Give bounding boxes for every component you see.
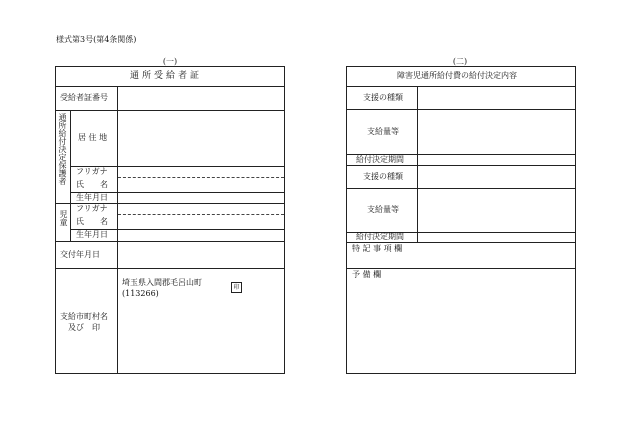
municipality-name: 埼玉県入間郡毛呂山町 (122, 278, 202, 287)
decided-guardian-label: 通所給付決定保護者 (58, 113, 67, 185)
period-label-2: 給付決定期間 (356, 232, 404, 241)
period-label-1: 給付決定期間 (356, 155, 404, 164)
support-type-label-2: 支援の種類 (363, 172, 403, 181)
name-label: 氏 名 (76, 180, 108, 189)
issue-date-label: 交付年月日 (60, 250, 100, 259)
certificate-title: 通所受給者証 (130, 71, 203, 81)
amount-label-1: 支給量等 (367, 127, 399, 136)
section-number-left: (一) (162, 57, 178, 66)
child-label: 児童 (59, 210, 68, 226)
recipient-certificate-panel (55, 66, 285, 374)
furigana-label: フリガナ (76, 167, 108, 176)
benefit-decision-panel (346, 66, 576, 374)
child-furigana-label: フリガナ (76, 204, 108, 213)
municipality-label: 支給市町村名 (60, 312, 108, 321)
birthdate-label: 生年月日 (76, 193, 108, 202)
seal-mark: 印 (231, 282, 242, 293)
special-notes-label: 特 記 事 項 欄 (352, 244, 403, 253)
child-name-label: 氏 名 (76, 217, 108, 226)
reserve-label: 予 備 欄 (352, 270, 382, 279)
decision-title: 障害児通所給付費の給付決定内容 (397, 71, 517, 80)
address-label: 居 住 地 (78, 133, 108, 142)
form-code: 様式第3号(第4条関係) (56, 35, 137, 44)
support-type-label-1: 支援の種類 (363, 93, 403, 102)
municipality-code: (113266) (122, 289, 159, 298)
section-number-right: (二) (452, 57, 468, 66)
child-birthdate-label: 生年月日 (76, 230, 108, 239)
recipient-number-label: 受給者証番号 (60, 93, 108, 102)
municipality-seal-label: 及び 印 (68, 323, 100, 332)
amount-label-2: 支給量等 (367, 205, 399, 214)
